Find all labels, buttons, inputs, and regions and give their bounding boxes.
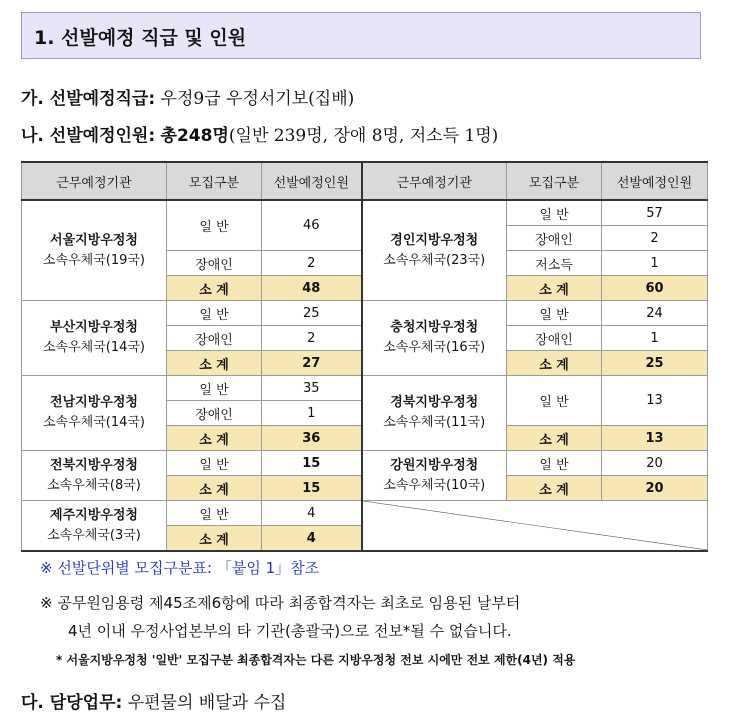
type-cell: 장애인	[167, 401, 262, 426]
line-na-detail: (일반 239명, 장애 8명, 저소득 1명)	[228, 126, 499, 146]
line-da-value: 우편물의 배달과 수집	[127, 693, 287, 713]
subtotal-value: 15	[262, 476, 362, 501]
org-chungcheong: 충청지방우정청 소속우체국(16국)	[362, 301, 507, 376]
header-count-right: 선발예정인원	[602, 162, 708, 200]
subtotal-label: 소 계	[507, 351, 602, 376]
count-cell: 1	[602, 251, 708, 276]
count-cell: 35	[262, 376, 362, 401]
subtotal-value: 13	[602, 426, 708, 451]
subtotal-value: 25	[602, 351, 708, 376]
count-cell: 1	[602, 326, 708, 351]
org-gangwon: 강원지방우정청 소속우체국(10국)	[362, 451, 507, 501]
count-cell: 24	[602, 301, 708, 326]
count-cell: 2	[262, 326, 362, 351]
type-cell: 일 반	[167, 451, 262, 476]
type-cell: 일 반	[507, 301, 602, 326]
note-seoul-exception: * 서울지방우정청 '일반' 모집구분 최종합격자는 다른 지방우정청 전보 시에만 전보 제한(4년) 적용	[56, 653, 576, 667]
subtotal-value: 36	[262, 426, 362, 451]
count-cell: 20	[602, 451, 708, 476]
line-ga	[21, 84, 354, 109]
type-cell: 장애인	[167, 251, 262, 276]
header-type-left: 모집구분	[167, 162, 262, 200]
count-cell: 13	[602, 376, 708, 426]
header-count-left: 선발예정인원	[262, 162, 362, 200]
subtotal-label: 소 계	[507, 426, 602, 451]
count-cell: 1	[262, 401, 362, 426]
subtotal-value: 20	[602, 476, 708, 501]
table-row	[22, 501, 708, 526]
org-jeonnam: 전남지방우정청 소속우체국(14국)	[22, 376, 167, 451]
table-row	[22, 301, 708, 326]
type-cell: 저소득	[507, 251, 602, 276]
note-transfer-2: 4년 이내 우정사업본부의 타 기관(총괄국)으로 전보*될 수 없습니다.	[68, 622, 512, 640]
type-cell: 일 반	[167, 200, 262, 251]
subtotal-label: 소 계	[167, 526, 262, 552]
type-cell: 일 반	[167, 301, 262, 326]
count-cell: 46	[262, 200, 362, 251]
line-na	[21, 121, 498, 146]
subtotal-label: 소 계	[507, 476, 602, 501]
header-org-right: 근무예정기관	[362, 162, 507, 200]
type-cell: 일 반	[507, 200, 602, 226]
empty-cell	[362, 501, 708, 552]
type-cell: 일 반	[167, 501, 262, 526]
line-na-total: 총248명	[160, 126, 229, 146]
count-cell: 2	[262, 251, 362, 276]
subtotal-value: 60	[602, 276, 708, 301]
org-jeonbuk: 전북지방우정청 소속우체국(8국)	[22, 451, 167, 501]
count-cell: 15	[262, 451, 362, 476]
table-row	[22, 451, 708, 476]
subtotal-label: 소 계	[167, 276, 262, 301]
type-cell: 장애인	[167, 326, 262, 351]
org-gyeongbuk: 경북지방우정청 소속우체국(11국)	[362, 376, 507, 451]
count-cell: 25	[262, 301, 362, 326]
count-cell: 4	[262, 501, 362, 526]
subtotal-label: 소 계	[167, 426, 262, 451]
org-seoul: 서울지방우정청 소속우체국(19국)	[22, 200, 167, 301]
type-cell: 일 반	[167, 376, 262, 401]
type-cell: 일 반	[507, 376, 602, 426]
org-jeju: 제주지방우정청 소속우체국(3국)	[22, 501, 167, 552]
count-cell: 2	[602, 226, 708, 251]
empty-diagonal	[363, 501, 708, 550]
line-da-label: 다. 담당업무:	[21, 693, 123, 713]
table-row	[22, 376, 708, 401]
note-transfer-1: ※ 공무원임용령 제45조제6항에 따라 최종합격자는 최초로 임용된 날부터	[40, 594, 521, 612]
table-row	[22, 200, 708, 226]
line-ga-value: 우정9급 우정서기보(집배)	[160, 89, 355, 109]
org-busan: 부산지방우정청 소속우체국(14국)	[22, 301, 167, 376]
recruitment-table	[21, 161, 708, 552]
table-header-row	[22, 162, 708, 200]
org-gyeongin: 경인지방우정청 소속우체국(23국)	[362, 200, 507, 301]
line-na-label: 나. 선발예정인원:	[21, 126, 156, 146]
type-cell: 장애인	[507, 226, 602, 251]
subtotal-value: 4	[262, 526, 362, 552]
header-org-left: 근무예정기관	[22, 162, 167, 200]
subtotal-label: 소 계	[167, 351, 262, 376]
section-title-box	[21, 12, 701, 59]
subtotal-value: 48	[262, 276, 362, 301]
subtotal-label: 소 계	[507, 276, 602, 301]
note-reference: ※ 선발단위별 모집구분표: 「붙임 1」참조	[40, 559, 320, 577]
type-cell: 장애인	[507, 326, 602, 351]
subtotal-label: 소 계	[167, 476, 262, 501]
subtotal-value: 27	[262, 351, 362, 376]
section-title: 1. 선발예정 직급 및 인원	[34, 27, 247, 49]
type-cell: 일 반	[507, 451, 602, 476]
line-da	[21, 688, 286, 713]
header-type-right: 모집구분	[507, 162, 602, 200]
line-ga-label: 가. 선발예정직급:	[21, 89, 156, 109]
count-cell: 57	[602, 200, 708, 226]
